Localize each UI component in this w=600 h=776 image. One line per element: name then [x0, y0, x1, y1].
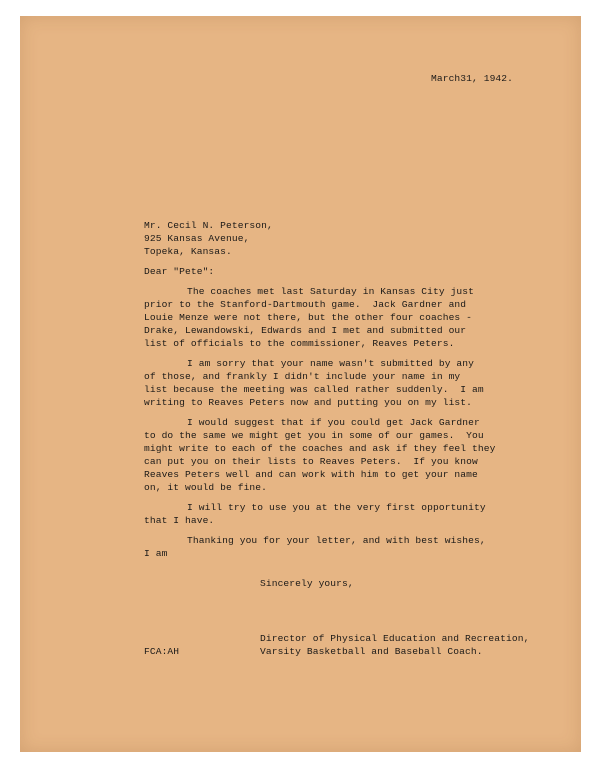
body-line: might write to each of the coaches and ask if they feel they	[144, 443, 496, 454]
body-line: Reaves Peters well and can work with him to get your name	[144, 469, 478, 480]
body-line: list because the meeting was called rather suddenly. I am	[144, 384, 484, 395]
body-line: I would suggest that if you could get Jack Gardner	[187, 417, 480, 428]
body-line: The coaches met last Saturday in Kansas City just	[187, 286, 475, 297]
recipient-city: Topeka, Kansas.	[144, 246, 232, 257]
closing: Sincerely yours,	[260, 578, 354, 589]
body-line: can put you on their lists to Reaves Peters. If you know	[144, 456, 478, 467]
typist-initials: FCA:AH	[144, 646, 180, 657]
body-line: Drake, Lewandowski, Edwards and I met and submitted our	[144, 325, 467, 336]
body-line: to do the same we might get you in some of our games. You	[144, 430, 484, 441]
body-line: writing to Reaves Peters now and putting you on my list.	[144, 397, 473, 408]
body-line: on, it would be fine.	[144, 482, 268, 493]
signature-title-line: Varsity Basketball and Baseball Coach.	[260, 646, 483, 657]
body-line: list of officials to the commissioner, Reaves Peters.	[144, 338, 455, 349]
body-line: I will try to use you at the very first opportunity	[187, 502, 486, 513]
body-line: I am sorry that your name wasn't submitted by any	[187, 358, 475, 369]
body-line: Thanking you for your letter, and with best wishes,	[187, 535, 486, 546]
body-line: of those, and frankly I didn't include your name in my	[144, 371, 461, 382]
body-line: I am	[144, 548, 168, 559]
body-line: Louie Menze were not there, but the other four coaches -	[144, 312, 473, 323]
letter-date: March31, 1942.	[431, 73, 514, 84]
recipient-name: Mr. Cecil N. Peterson,	[144, 220, 273, 231]
salutation: Dear "Pete":	[144, 266, 215, 277]
body-line: that I have.	[144, 515, 215, 526]
signature-title-line: Director of Physical Education and Recreation,	[260, 633, 530, 644]
body-line: prior to the Stanford-Dartmouth game. Jack Gardner and	[144, 299, 467, 310]
recipient-street: 925 Kansas Avenue,	[144, 233, 250, 244]
